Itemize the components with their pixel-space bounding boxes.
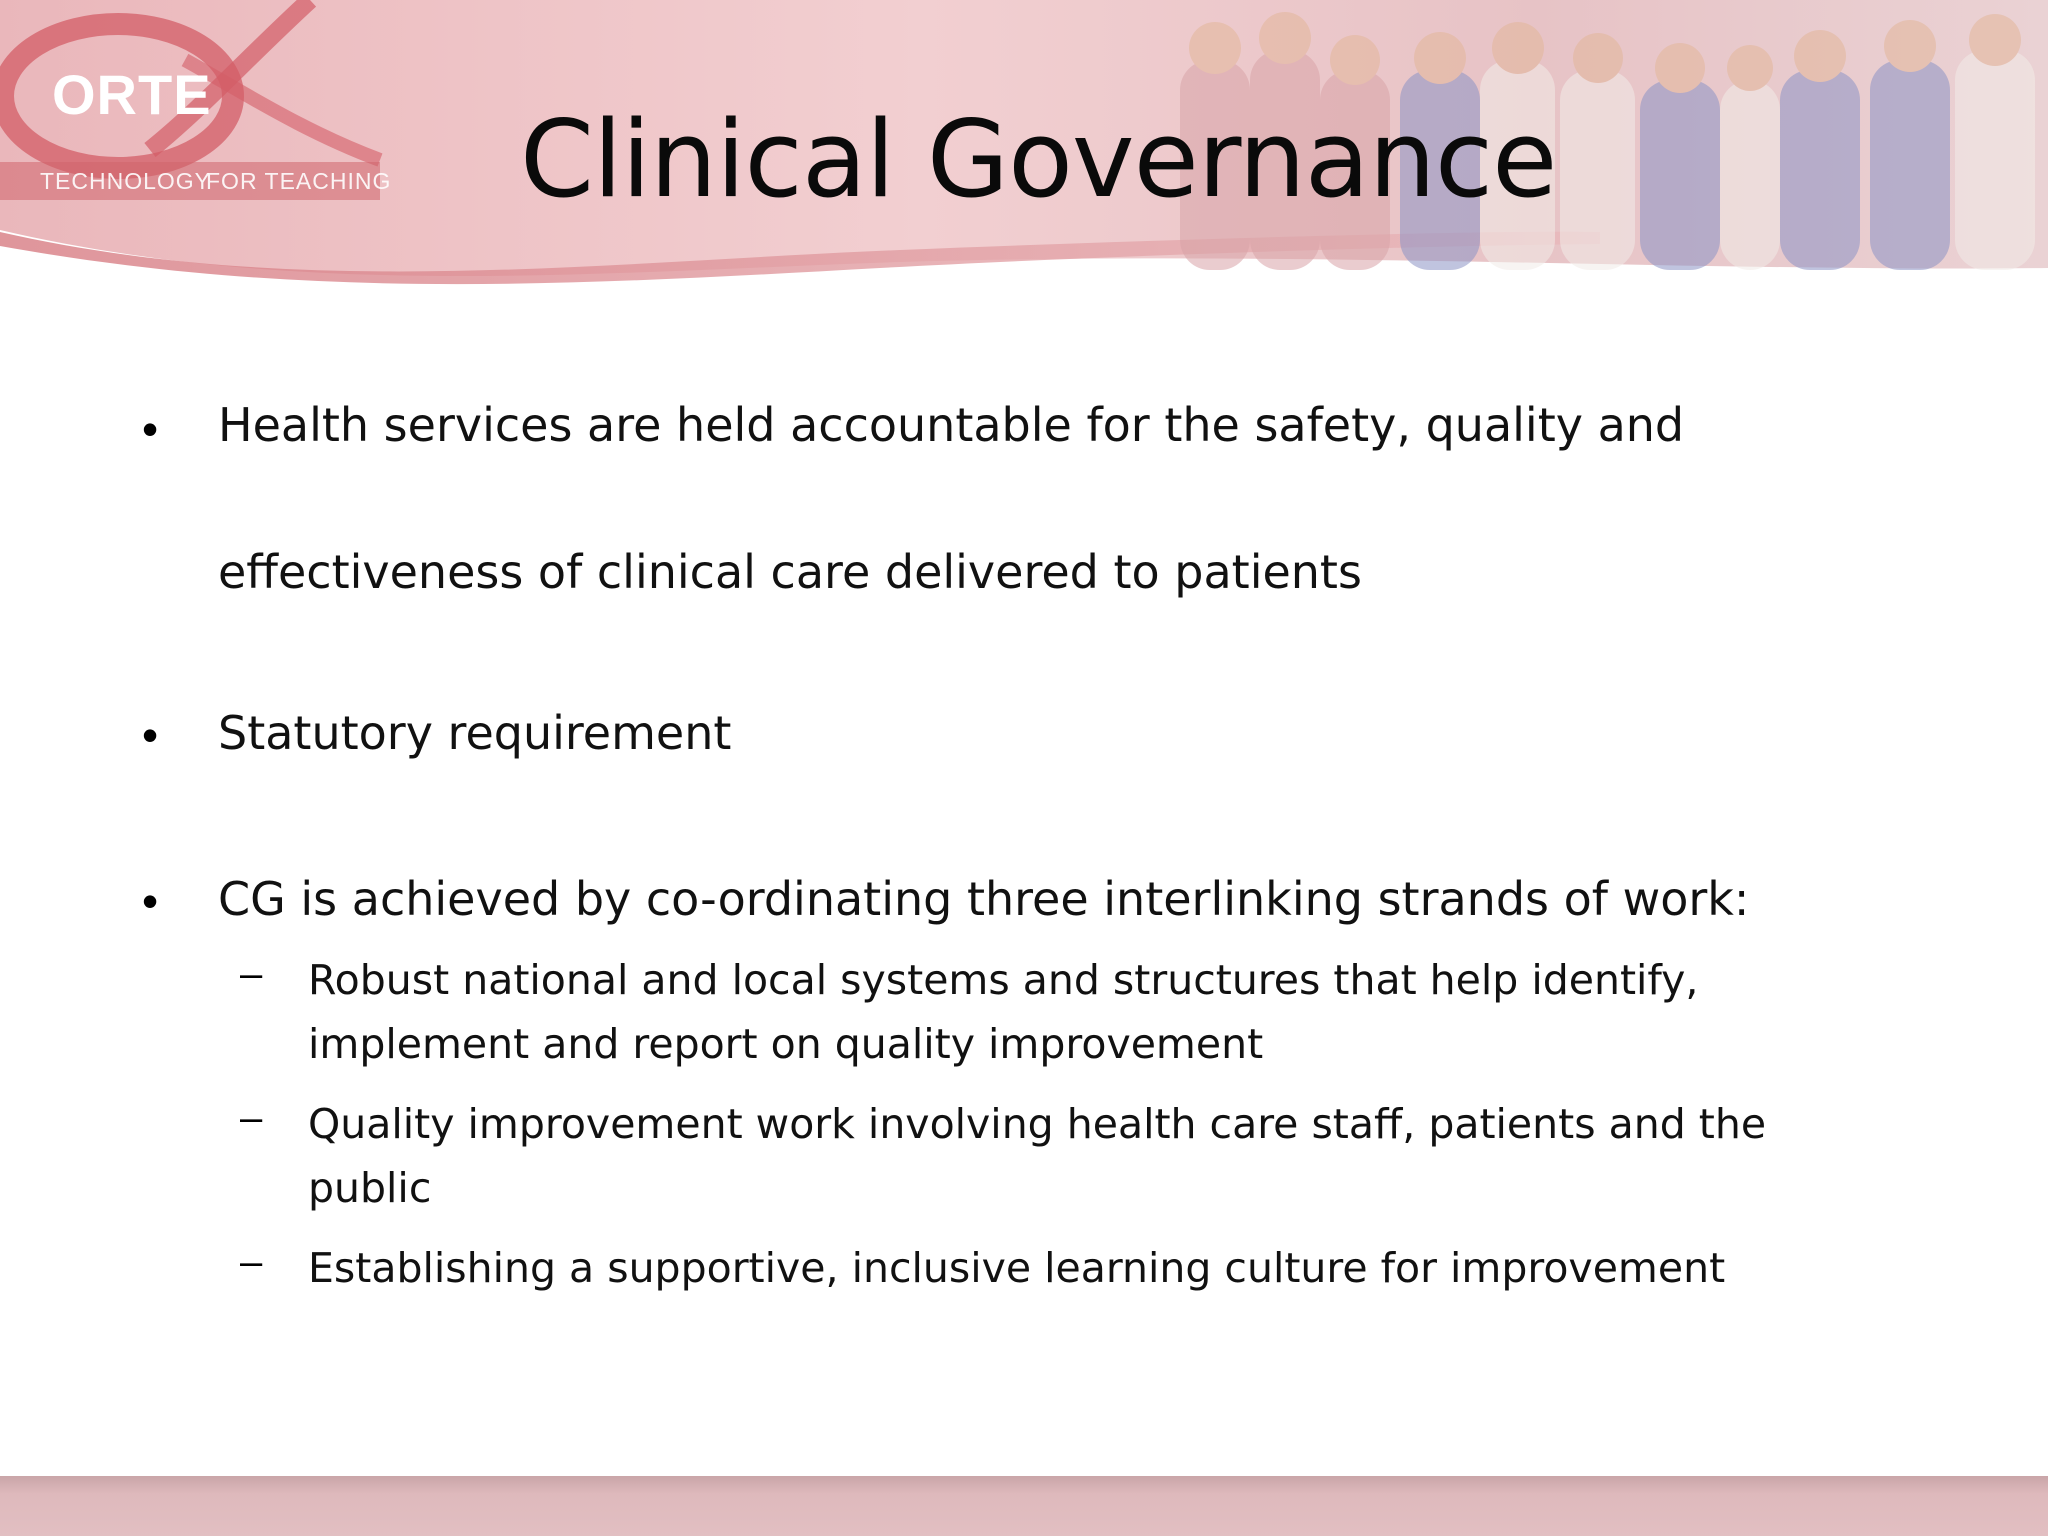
dash-marker: – xyxy=(240,1096,263,1140)
logo-tagline-left: TECHNOLOGY xyxy=(40,168,212,194)
bullet-3-line-1: CG is achieved by co-ordinating three interlinking strands of work: xyxy=(218,872,1750,926)
subitem-2-line-1: Quality improvement work involving health care staff, patients and the xyxy=(308,1100,1767,1148)
logo-brand-text: ORTE xyxy=(52,63,212,126)
bullet-2-line-1: Statutory requirement xyxy=(218,706,732,760)
slide-title: Clinical Governance xyxy=(520,98,1557,221)
subitem-1-line-2: implement and report on quality improvement xyxy=(308,1020,1264,1068)
dash-marker: – xyxy=(240,952,263,996)
subitem-1-line-1: Robust national and local systems and structures that help identify, xyxy=(308,956,1699,1004)
subitem-2-line-2: public xyxy=(308,1164,432,1212)
dash-marker: – xyxy=(240,1240,263,1284)
bullet-marker: • xyxy=(142,709,159,761)
bullet-1-line-2: effectiveness of clinical care delivered to patients xyxy=(218,545,1362,599)
bullet-1-line-1: Health services are held accountable for the safety, quality and xyxy=(218,398,1685,452)
logo-tagline-right: FOR TEACHING xyxy=(206,168,392,194)
bullet-marker: • xyxy=(142,403,159,455)
subitem-3-line-1: Establishing a supportive, inclusive learning culture for improvement xyxy=(308,1244,1726,1292)
bullet-marker: • xyxy=(142,875,159,927)
footer-band xyxy=(0,1476,2048,1536)
